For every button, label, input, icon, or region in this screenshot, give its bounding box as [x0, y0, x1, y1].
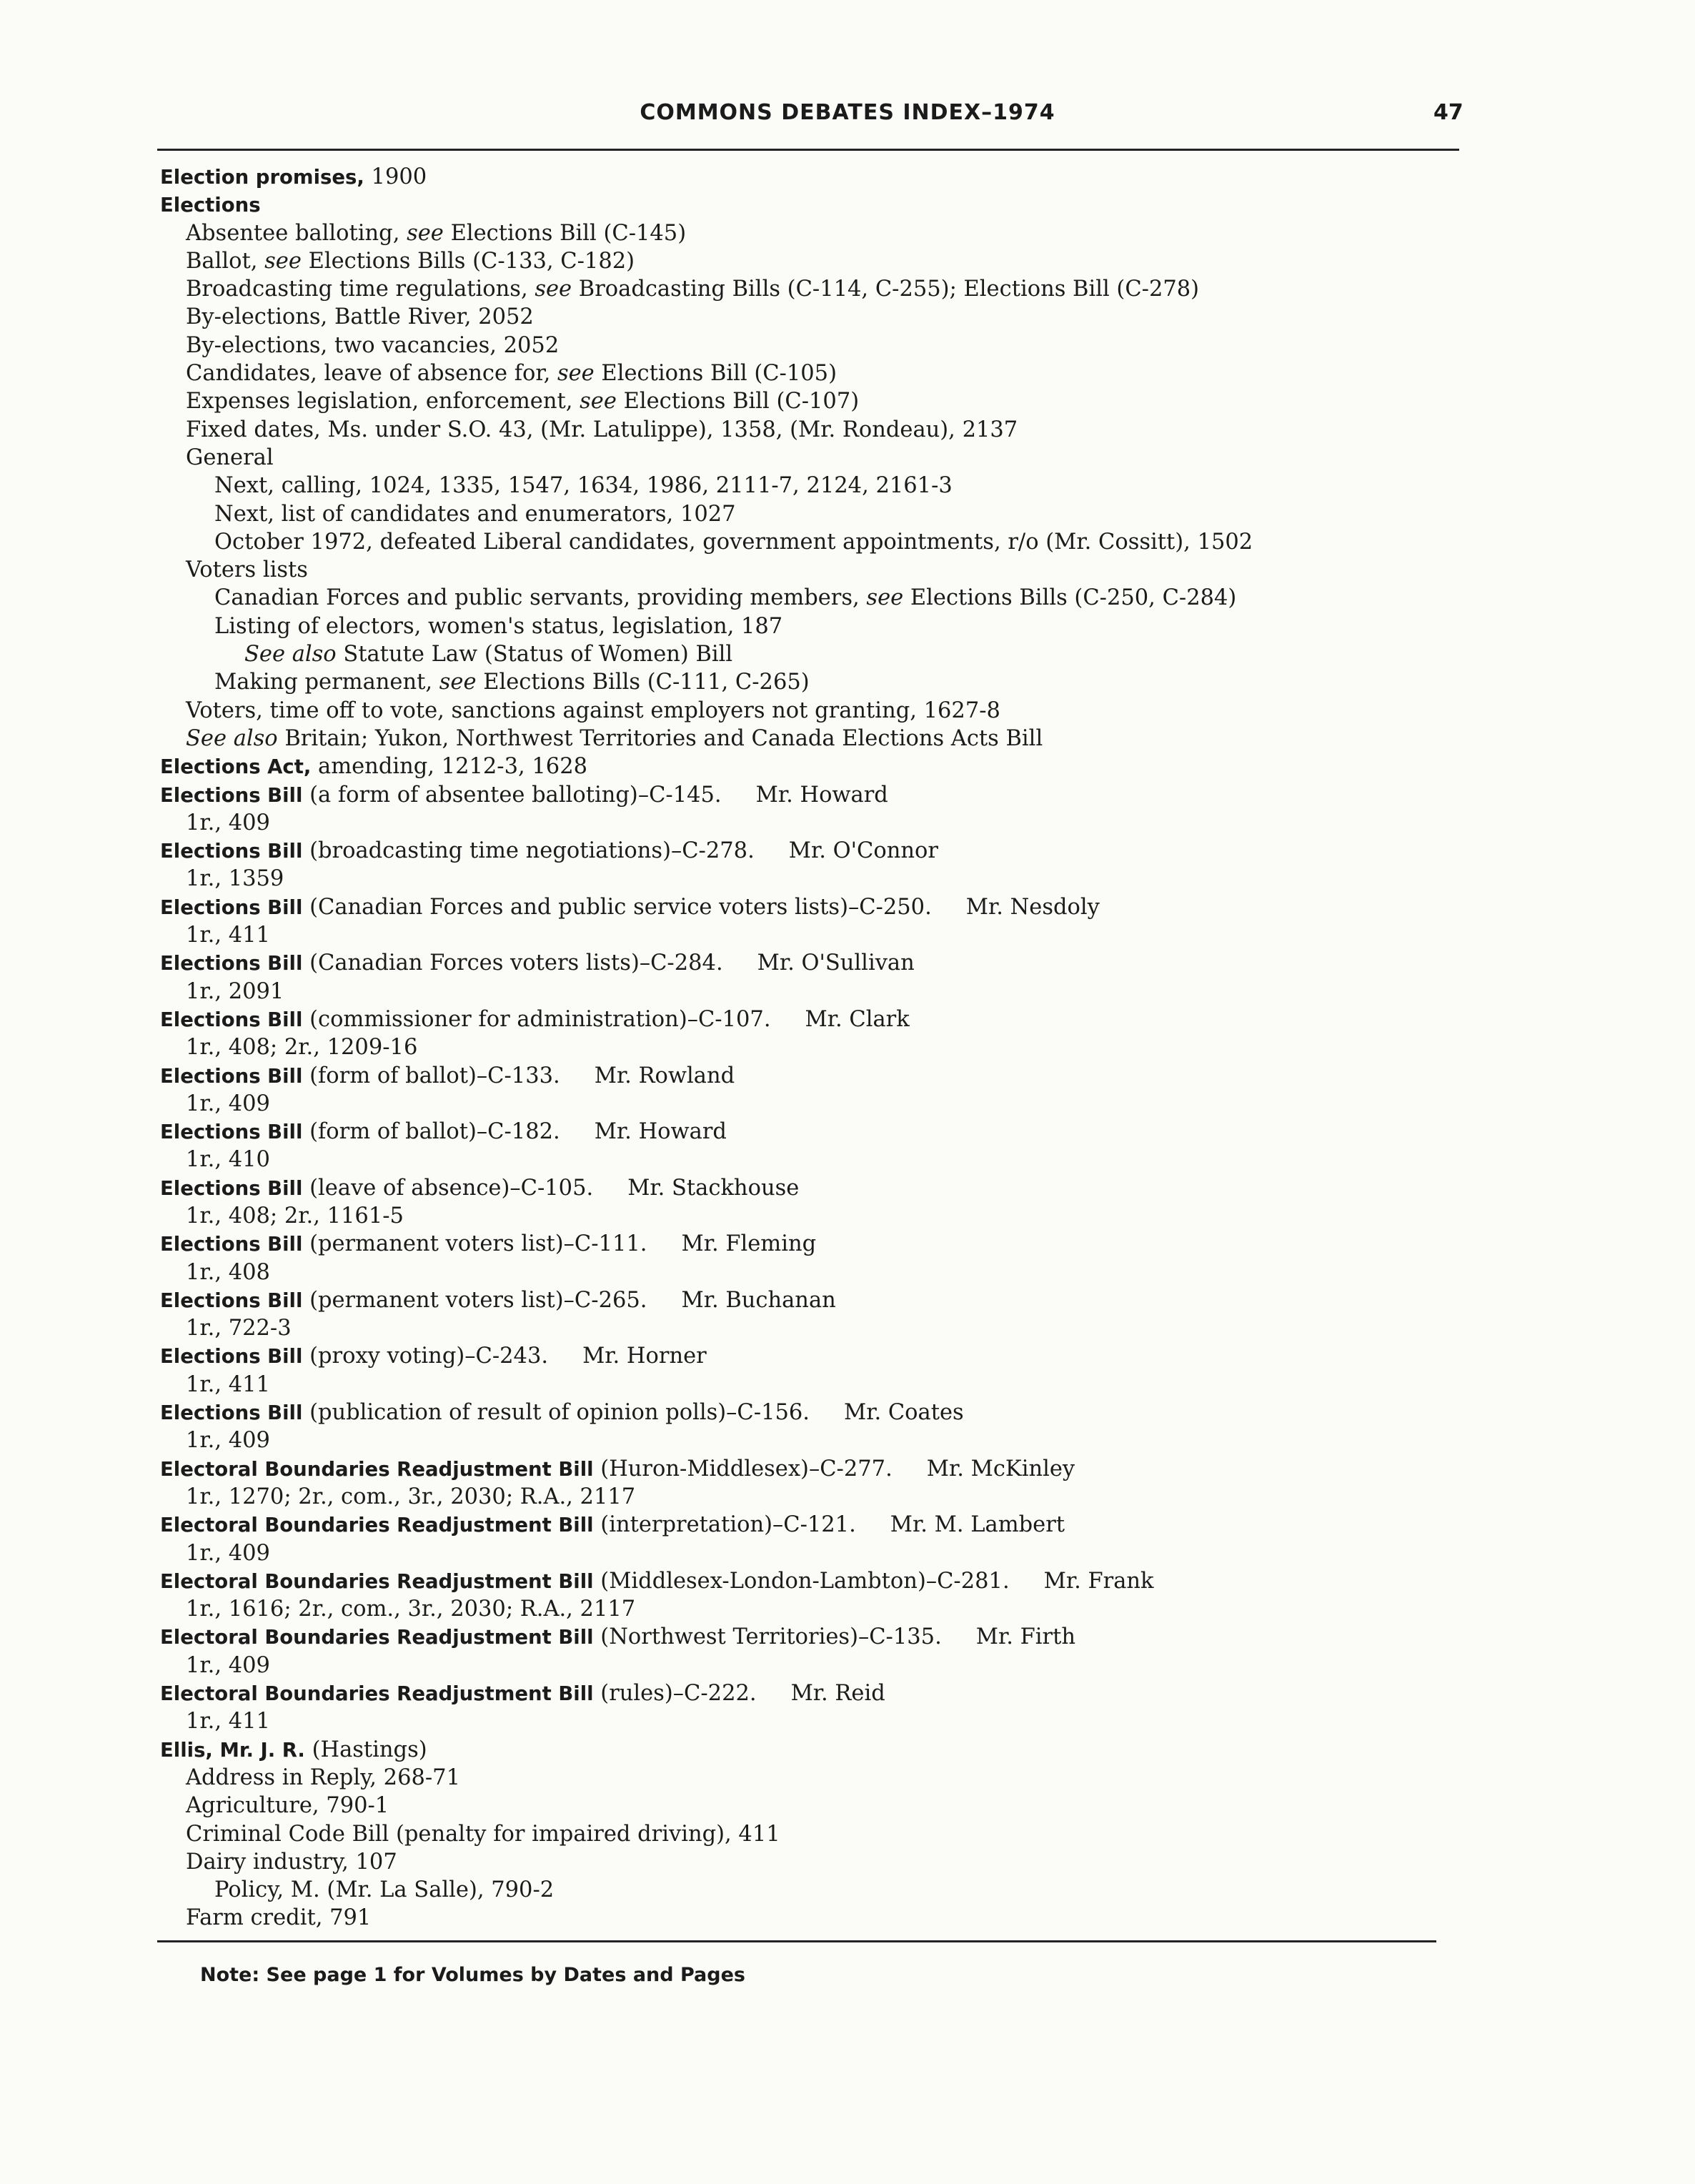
index-heading-entry — [160, 1174, 1446, 1202]
entry-heading: Electoral Boundaries Readjustment Bill — [160, 1569, 594, 1593]
entry-heading: Electoral Boundaries Readjustment Bill — [160, 1626, 594, 1649]
entry-member: Mr. Coates — [843, 1400, 964, 1426]
entry-heading: Elections Bill — [160, 1345, 303, 1369]
index-subentry — [160, 1848, 1446, 1876]
index-heading-entry — [160, 1062, 1446, 1090]
entry-text: 1r., 409 — [186, 810, 270, 835]
entry-text: Next, list of candidates and enumerators, 1027 — [214, 501, 736, 527]
entry-text-cont: Elections Bills (C-133, C-182) — [301, 248, 635, 274]
entry-heading: Elections Bill — [160, 783, 303, 807]
entry-heading: Elections Bill — [160, 1008, 303, 1031]
entry-text-cont: Elections Bill (C-145) — [443, 220, 687, 246]
entry-text: October 1972, defeated Liberal candidates, government appointments, r/o (Mr. Cossitt), 1502 — [214, 529, 1253, 555]
entry-text: (Northwest Territories)–C-135. — [593, 1624, 942, 1650]
entry-heading: Elections Bill — [160, 895, 303, 919]
page-number: 47 — [1433, 100, 1463, 125]
index-subentry — [160, 332, 1446, 359]
index-subentry — [160, 528, 1446, 556]
entry-text: Criminal Code Bill (penalty for impaired driving), 411 — [186, 1821, 780, 1847]
index-subentry — [160, 1820, 1446, 1848]
entry-text: 1r., 410 — [186, 1147, 270, 1173]
entry-text: 1r., 408; 2r., 1161-5 — [186, 1203, 404, 1228]
entry-member: Mr. Howard — [594, 1119, 727, 1145]
index-heading-entry — [160, 1230, 1446, 1258]
index-heading-entry — [160, 1455, 1446, 1483]
entry-text-cont: Elections Bills (C-111, C-265) — [476, 670, 810, 695]
entry-text: Voters lists — [186, 557, 308, 583]
entry-heading: Elections Bill — [160, 1401, 303, 1425]
index-subentry — [160, 444, 1446, 472]
index-heading-entry — [160, 753, 1446, 780]
entry-text: (commissioner for administration)–C-107. — [302, 1006, 771, 1032]
entry-heading: Elections Bill — [160, 1176, 303, 1200]
entry-member: Mr. Stackhouse — [627, 1175, 800, 1201]
entry-text: 1r., 722-3 — [186, 1316, 292, 1341]
entry-text: Fixed dates, Ms. under S.O. 43, (Mr. Latulippe), 1358, (Mr. Rondeau), 2137 — [186, 417, 1018, 442]
entry-member: Mr. Frank — [1043, 1568, 1154, 1594]
index-subentry — [160, 584, 1446, 612]
entry-text: 1r., 408; 2r., 1209-16 — [186, 1035, 418, 1061]
entry-text: Next, calling, 1024, 1335, 1547, 1634, 1986, 2111-7, 2124, 2161-3 — [214, 473, 953, 499]
entry-text: (Middlesex-London-Lambton)–C-281. — [593, 1568, 1010, 1594]
index-subentry — [160, 387, 1446, 415]
entry-text: By-elections, Battle River, 2052 — [186, 304, 534, 330]
entry-heading: Elections Act, — [160, 755, 312, 779]
index-subentry — [160, 500, 1446, 528]
index-subentry — [160, 275, 1446, 303]
entry-member: Mr. Rowland — [594, 1063, 735, 1088]
index-subentry — [160, 1707, 1446, 1735]
index-subentry — [160, 359, 1446, 387]
entry-member: Mr. Fleming — [681, 1231, 817, 1257]
index-heading-entry — [160, 1006, 1446, 1033]
index-heading-entry — [160, 1511, 1446, 1539]
entry-text: General — [186, 445, 274, 470]
entry-member: Mr. Nesdoly — [965, 894, 1100, 920]
entry-text: Making permanent, — [214, 670, 439, 695]
entry-text: (permanent voters list)–C-265. — [302, 1287, 647, 1313]
entry-italic: see — [866, 585, 904, 611]
entry-text: Candidates, leave of absence for, — [186, 361, 557, 387]
index-subentry — [160, 303, 1446, 331]
entry-italic: see — [439, 670, 477, 695]
entry-text: 1r., 409 — [186, 1428, 270, 1454]
entry-text: (Canadian Forces voters lists)–C-284. — [302, 950, 723, 976]
entry-text-cont: Elections Bill (C-105) — [594, 361, 837, 387]
entry-heading: Elections Bill — [160, 1121, 303, 1144]
index-subentry — [160, 978, 1446, 1006]
entry-text: 1r., 2091 — [186, 978, 284, 1004]
index-subentry — [160, 1371, 1446, 1399]
entry-text-cont: Statute Law (Status of Women) Bill — [336, 642, 733, 667]
entry-member: Mr. Reid — [790, 1681, 885, 1707]
index-subentry — [160, 1483, 1446, 1511]
entry-text: Absentee balloting, — [186, 220, 407, 246]
index-subentry — [160, 1426, 1446, 1454]
index-subentry — [160, 1595, 1446, 1623]
entry-heading: Elections Bill — [160, 840, 303, 863]
entry-italic: see — [535, 277, 572, 302]
entry-text: (Hastings) — [304, 1737, 427, 1762]
index-subentry — [160, 1876, 1446, 1904]
index-heading-entry — [160, 893, 1446, 921]
index-subentry — [160, 1033, 1446, 1061]
index-subentry — [160, 640, 1446, 668]
entry-text: (leave of absence)–C-105. — [302, 1175, 594, 1201]
index-subentry — [160, 1792, 1446, 1820]
footer-divider — [157, 1940, 1436, 1942]
entry-italic: See also — [244, 642, 337, 667]
entry-text: (interpretation)–C-121. — [593, 1512, 856, 1538]
entry-heading: Elections — [160, 194, 261, 217]
header-divider — [157, 149, 1459, 151]
index-subentry — [160, 725, 1446, 753]
entry-heading: Electoral Boundaries Readjustment Bill — [160, 1682, 594, 1706]
index-heading-entry — [160, 163, 1446, 191]
index-heading-entry — [160, 1679, 1446, 1707]
entry-text: 1r., 411 — [186, 1709, 270, 1734]
entry-text: Voters, time off to vote, sanctions against employers not granting, 1627-8 — [186, 698, 1000, 723]
index-subentry — [160, 921, 1446, 949]
index-subentry — [160, 556, 1446, 584]
index-heading-entry — [160, 1286, 1446, 1314]
entry-text: Address in Reply, 268-71 — [186, 1764, 460, 1790]
entry-text: (broadcasting time negotiations)–C-278. — [302, 838, 755, 864]
entry-heading: Election promises, — [160, 166, 364, 189]
entry-text: 1r., 1359 — [186, 866, 284, 892]
index-subentry — [160, 1202, 1446, 1230]
entry-text: (form of ballot)–C-182. — [302, 1119, 560, 1145]
entry-member: Mr. Howard — [755, 782, 888, 808]
entry-italic: see — [557, 361, 595, 387]
index-subentry — [160, 612, 1446, 640]
index-subentry — [160, 1539, 1446, 1567]
entry-text: By-elections, two vacancies, 2052 — [186, 332, 560, 358]
index-subentry — [160, 865, 1446, 893]
entry-text: (proxy voting)–C-243. — [302, 1344, 549, 1369]
index-subentry — [160, 1314, 1446, 1342]
entry-member: Mr. O'Sullivan — [757, 950, 915, 976]
entry-text-cont: Britain; Yukon, Northwest Territories and Canada Elections Acts Bill — [277, 725, 1043, 751]
entry-text-cont: Elections Bill (C-107) — [616, 389, 860, 415]
entry-member: Mr. Horner — [582, 1344, 707, 1369]
entry-text: 1r., 408 — [186, 1259, 270, 1285]
entry-text: Agriculture, 790-1 — [186, 1793, 389, 1819]
index-subentry — [160, 1904, 1446, 1932]
entry-text: (rules)–C-222. — [593, 1681, 757, 1707]
entry-member: Mr. Clark — [805, 1006, 910, 1032]
entry-text: (permanent voters list)–C-111. — [302, 1231, 647, 1257]
page-title: COMMONS DEBATES INDEX–1974 — [640, 100, 1055, 125]
entry-heading: Electoral Boundaries Readjustment Bill — [160, 1514, 594, 1537]
entry-text: 1r., 409 — [186, 1091, 270, 1116]
index-subentry — [160, 219, 1446, 247]
index-subentry — [160, 247, 1446, 275]
index-subentry — [160, 1764, 1446, 1792]
entry-member: Mr. O'Connor — [788, 838, 938, 864]
entry-text: Ballot, — [186, 248, 265, 274]
index-heading-entry — [160, 1118, 1446, 1146]
index-heading-entry — [160, 1567, 1446, 1595]
entry-text: Dairy industry, 107 — [186, 1849, 397, 1875]
index-subentry — [160, 1090, 1446, 1118]
index-subentry — [160, 1652, 1446, 1679]
index-subentry — [160, 472, 1446, 500]
index-subentry — [160, 1146, 1446, 1173]
entry-italic: see — [264, 248, 302, 274]
entry-heading: Elections Bill — [160, 1289, 303, 1312]
entry-heading: Elections Bill — [160, 1064, 303, 1088]
entry-member: Mr. Buchanan — [681, 1287, 836, 1313]
entry-text: amending, 1212-3, 1628 — [311, 754, 587, 780]
entry-member: Mr. Firth — [975, 1624, 1076, 1650]
entry-text: (form of ballot)–C-133. — [302, 1063, 560, 1088]
index-heading-entry — [160, 1342, 1446, 1370]
index-heading-entry — [160, 781, 1446, 809]
entry-text: 1r., 409 — [186, 1652, 270, 1678]
entry-text: (publication of result of opinion polls)–C-156. — [302, 1400, 810, 1426]
entry-text: (Canadian Forces and public service voters lists)–C-250. — [302, 894, 932, 920]
entry-text: Farm credit, 791 — [186, 1905, 372, 1931]
index-subentry — [160, 668, 1446, 696]
index-heading-entry — [160, 1736, 1446, 1764]
entry-member: Mr. M. Lambert — [890, 1512, 1065, 1538]
index-heading-entry — [160, 837, 1446, 865]
index-heading-entry — [160, 1399, 1446, 1426]
entry-text: 1r., 409 — [186, 1540, 270, 1566]
entry-heading: Ellis, Mr. J. R. — [160, 1738, 305, 1762]
index-subentry — [160, 416, 1446, 444]
index-heading-entry — [160, 949, 1446, 977]
entry-text: (Huron-Middlesex)–C-277. — [593, 1456, 893, 1481]
entry-text-cont: Elections Bills (C-250, C-284) — [903, 585, 1237, 611]
entry-italic: see — [580, 389, 617, 415]
entry-text: Policy, M. (Mr. La Salle), 790-2 — [214, 1877, 555, 1903]
entry-text: 1r., 1270; 2r., com., 3r., 2030; R.A., 2117 — [186, 1484, 636, 1509]
entry-text: 1900 — [364, 164, 427, 189]
index-subentry — [160, 809, 1446, 837]
entry-heading: Elections Bill — [160, 1233, 303, 1256]
entry-text: Canadian Forces and public servants, providing members, — [214, 585, 867, 611]
entry-heading: Electoral Boundaries Readjustment Bill — [160, 1457, 594, 1481]
index-entries — [160, 163, 1446, 1932]
index-heading-entry — [160, 191, 1446, 219]
entry-heading: Elections Bill — [160, 952, 303, 976]
entry-text: (a form of absentee balloting)–C-145. — [302, 782, 722, 808]
entry-text: Broadcasting time regulations, — [186, 277, 535, 302]
entry-text: Listing of electors, women's status, legislation, 187 — [214, 613, 783, 639]
entry-text: Expenses legislation, enforcement, — [186, 389, 580, 415]
entry-text: 1r., 411 — [186, 923, 270, 948]
entry-text-cont: Broadcasting Bills (C-114, C-255); Elections Bill (C-278) — [572, 277, 1200, 302]
index-heading-entry — [160, 1623, 1446, 1651]
entry-text: 1r., 411 — [186, 1371, 270, 1397]
entry-member: Mr. McKinley — [926, 1456, 1075, 1481]
index-subentry — [160, 1259, 1446, 1286]
footer-note: Note: See page 1 for Volumes by Dates and Pages — [200, 1964, 745, 1986]
entry-italic: See also — [186, 725, 278, 751]
entry-italic: see — [407, 220, 444, 246]
entry-text: 1r., 1616; 2r., com., 3r., 2030; R.A., 2117 — [186, 1597, 636, 1622]
index-subentry — [160, 697, 1446, 725]
